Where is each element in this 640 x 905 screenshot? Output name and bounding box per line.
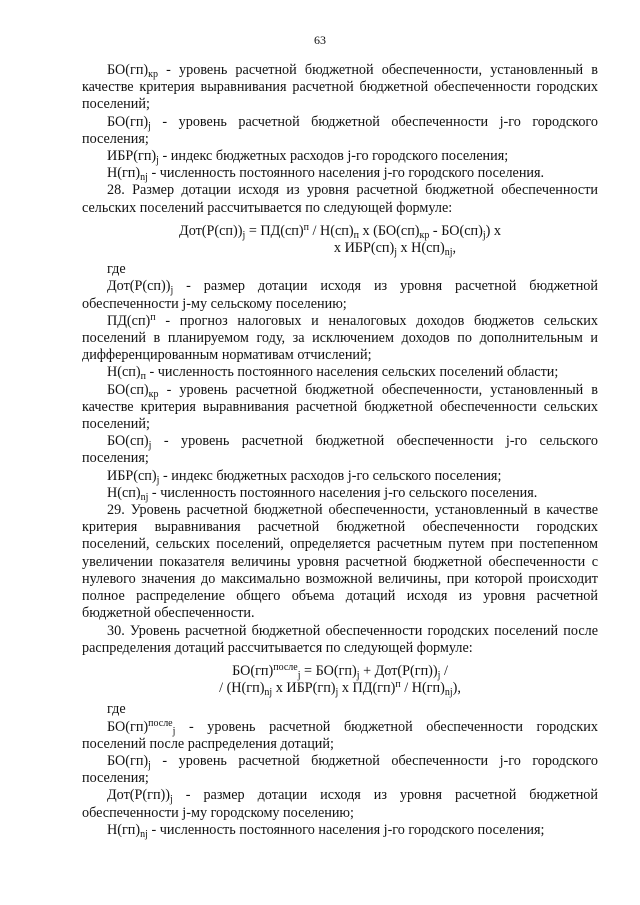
where-label-1: где	[107, 261, 126, 278]
definition-ibr-gp-j: $ИБР(гп)_j$ - индекс бюджетных расходов j-го городского поселения;	[107, 148, 509, 167]
formula-dotation-rural	[82, 223, 598, 257]
definition-bo-sp-kr: $БО(сп)_{кр}$ - уровень расчетной бюджетной обеспеченности, установленный в качестве критерия выравнивания расчетной бюджетной обеспеченности сельских поселений;	[82, 381, 599, 433]
definition-n-gp-nj: $Н(гп)_{nj}$ - численность постоянного населения j-го городского поселения.	[107, 165, 545, 184]
definition-bo-sp-j: $БО(сп)_j$ - уровень расчетной бюджетной обеспеченности j-го сельского поселения;	[82, 433, 598, 467]
definition-ibr-sp-j: $ИБР(сп)_j$ - индекс бюджетных расходов j-го сельского поселения;	[107, 467, 502, 486]
definition-pd-sp-n: ПД(сп)$^п$ - прогноз налоговых и неналоговых доходов бюджетов сельских поселений в планируемом году, за исключением доходов по дополнительным и дифференцированным нормативам отчислений;	[82, 311, 598, 364]
formula-line-2: / ($Н(гп)_{nj}$ х $ИБР(гп)_j$ х $ПД(гп)^п / Н(гп)_{nj}$),	[219, 679, 461, 699]
formula-line-2: х $ИБР(сп)_j$ х $Н(сп)_{nj}$,	[333, 240, 457, 259]
paragraph-30: 30. Уровень расчетной бюджетной обеспеченности городских поселений после распределения дотаций рассчитывается по следующей формуле:	[82, 622, 598, 656]
where-label-2: где	[107, 701, 126, 718]
formula-line-1: $БО(гп)^{после}_j = БО(гп)_j + Дот(Р(гп))_j$ /	[232, 661, 448, 681]
definition-bo-gp-j: $БО(гп)_j$ - уровень расчетной бюджетной обеспеченности j-го городского поселения;	[82, 113, 598, 147]
formula-bo-after-distribution	[82, 663, 598, 697]
definition-n-sp-n: $Н(сп)_п$ - численность постоянного населения сельских поселений области;	[107, 364, 559, 383]
paragraph-29: 29. Уровень расчетной бюджетной обеспеченности, установленный в качестве критерия выравнивания расчетной бюджетной обеспеченности городских поселений, сельских поселений, определяется расчетным путем при постепенном увеличении показателя величины уровня расчетной бюджетной обеспеченности с нулевого значения до максимально возможной величины, при которой происходит полное распределение общего объема дотаций исходя из уровня расчетной бюджетной обеспеченности.	[82, 502, 598, 622]
definition-bo-gp-kr: $БО(гп)_{кр}$ - уровень расчетной бюджетной обеспеченности, установленный в качестве критерия выравнивания расчетной бюджетной обеспеченности городских поселений;	[82, 62, 598, 113]
page-number: 63	[314, 33, 326, 47]
definition-dot-gp-j: $Дот(Р(гп))_j$ - размер дотации исходя из уровня расчетной бюджетной обеспеченности j-му городскому поселению;	[82, 787, 598, 821]
definition-dot-sp-j: $Дот(Р(сп))_j$ - размер дотации исходя из уровня расчетной бюджетной обеспеченности j-му сельскому поселению;	[82, 278, 598, 312]
paragraph-28: 28. Размер дотации исходя из уровня расчетной бюджетной обеспеченности сельских поселений рассчитывается по следующей формуле:	[82, 182, 598, 216]
definition-n-sp-nj: $Н(сп)_{nj}$ - численность постоянного населения j-го сельского поселения.	[107, 484, 538, 503]
definition-bo-gp-posle: БО(гп)$^{после}_j$ - уровень расчетной бюджетной обеспеченности городских поселений после распределения дотаций;	[82, 717, 598, 752]
definition-bo-gp-j-2: $БО(гп)_j$ - уровень расчетной бюджетной обеспеченности j-го городского поселения;	[82, 752, 598, 787]
document-body	[82, 62, 598, 839]
definition-n-gp-nj-2: $Н(гп)_{nj}$ - численность постоянного населения j-го городского поселения;	[107, 821, 545, 840]
formula-line-1: $Дот(Р(сп))_j = ПД(сп)^п / Н(сп)_п$ х $(БО(сп)_{кр} - БО(сп)_j)$ х	[179, 221, 501, 241]
